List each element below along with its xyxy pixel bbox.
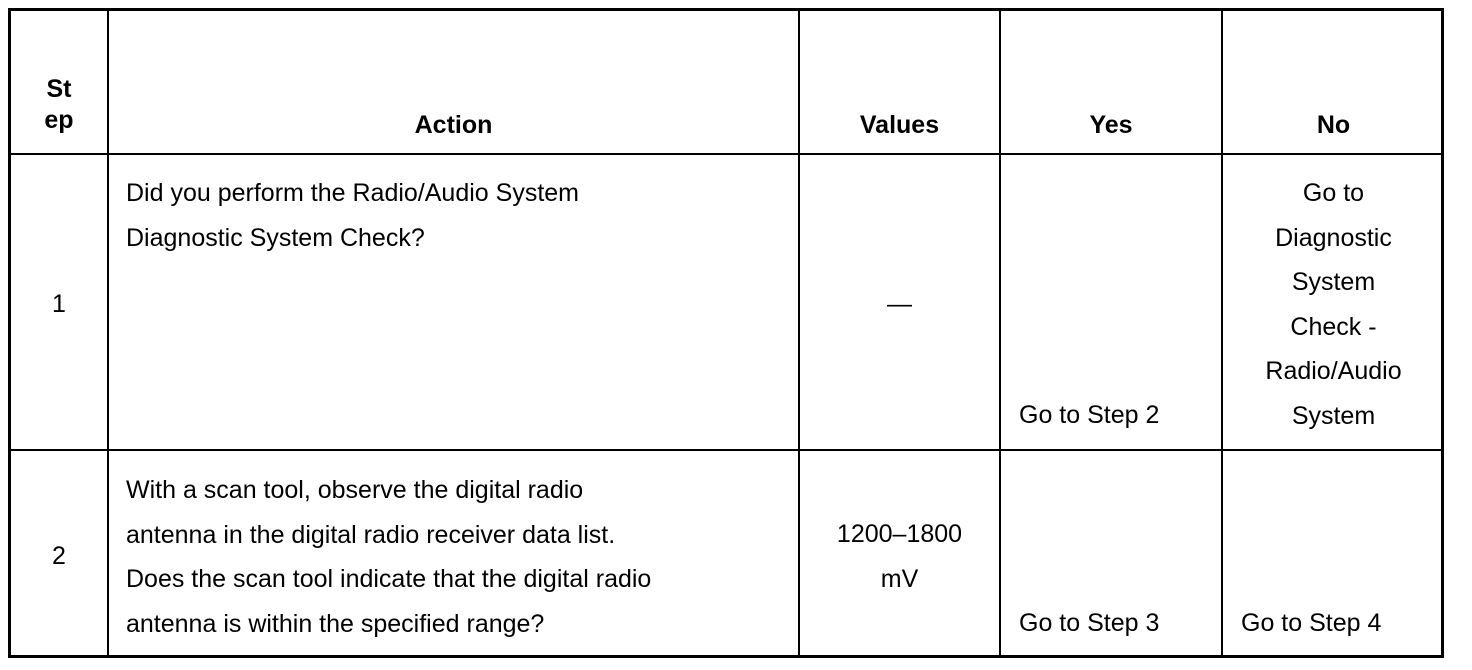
value-text: —	[887, 290, 912, 318]
yes-text: Go to Step 3	[1019, 609, 1160, 637]
step-number: 2	[52, 542, 66, 570]
header-values: Values	[859, 111, 940, 139]
header-action: Action	[414, 111, 493, 139]
action-text: Did you perform the Radio/Audio System Diagnostic System Check?	[126, 179, 579, 252]
no-text: Go to Step 4	[1241, 609, 1382, 637]
header-step: St ep	[44, 75, 74, 134]
action-text: With a scan tool, observe the digital radio antenna in the digital radio receiver data list. Does the scan tool indicate that the digital radio antenna is within the specified range?	[126, 476, 652, 638]
diagnostic-table	[8, 8, 1444, 658]
header-yes: Yes	[1089, 111, 1133, 139]
row-divider	[11, 449, 1441, 451]
row-divider	[11, 153, 1441, 155]
value-text: 1200–1800 mV	[836, 520, 963, 593]
yes-text: Go to Step 2	[1019, 401, 1160, 429]
step-number: 1	[52, 290, 66, 318]
header-no: No	[1316, 111, 1351, 139]
no-text: Go to Diagnostic System Check - Radio/Audio System	[1265, 179, 1402, 430]
